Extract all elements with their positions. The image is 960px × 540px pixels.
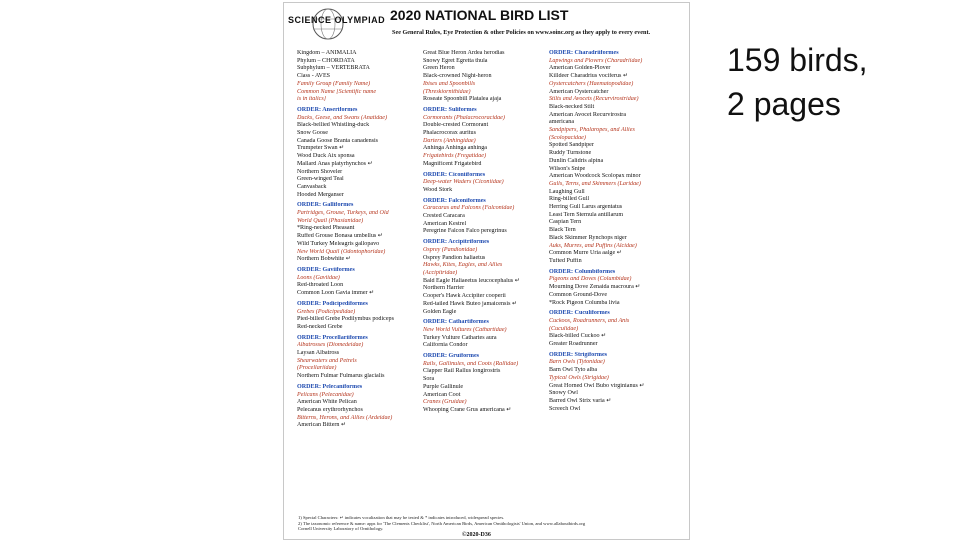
species-entry: Red-tailed Hawk Buteo jamaicensis ↵ [423,300,518,307]
species-entry: Snowy Owl [549,390,578,397]
species-entry: Phalacrocorax auritus [423,130,476,137]
species-entry: Bald Eagle Haliaeetus leucocephalus ↵ [423,277,520,284]
species-entry: Northern Bobwhite ↵ [297,256,351,263]
family-label: Common Name [Scientific name [297,88,377,95]
species-entry: Wood Duck Aix sponsa [297,153,355,160]
family-label: Darters (Anhingidae) [423,137,476,144]
order-heading: ORDER: Gruiformes [423,353,480,360]
document-title: 2020 NATIONAL BIRD LIST [390,7,569,23]
species-entry: Caspian Tern [549,219,582,226]
species-entry: American White Pelican [297,399,357,406]
species-entry: Clapper Rail Rallus longirostris [423,368,501,375]
family-label: Cranes (Gruidae) [423,399,467,406]
family-label: Albatrosses (Diomedeidae) [297,342,364,349]
species-entry: American Avocet Recurvirostra [549,111,627,118]
species-entry: Double-crested Cormorant [423,122,489,129]
species-entry: Black Tern [549,227,576,234]
species-entry: Ring-billed Gull [549,196,590,203]
family-label: Rails, Gallinules, and Coots (Rallidae) [423,360,519,367]
family-label: Typical Owls (Strigidae) [549,374,609,381]
species-entry: Wilson's Snipe [549,165,586,172]
species-entry: Black-crowned Night-heron [423,73,492,80]
family-label: Gulls, Terns, and Skimmers (Laridae) [549,180,641,187]
family-label: Cuckoos, Roadrunners, and Anis [549,317,630,324]
family-label: Pelicans (Pelecanidae) [297,391,354,398]
family-label: Frigatebirds (Fregatidae) [423,153,487,160]
family-label: Pigeons and Doves (Columbidae) [549,276,632,283]
column-1 [297,50,423,430]
column-2 [423,50,548,415]
species-entry: Northern Fulmar Fulmarus glacialis [297,373,385,380]
order-heading: ORDER: Pelecaniformes [297,383,363,390]
order-heading: ORDER: Strigiformes [549,351,608,358]
order-heading: ORDER: Accipitriformes [423,239,490,246]
caption-line-2: 2 pages [727,86,841,122]
footnotes [298,515,678,532]
family-label: Osprey (Pandionidae) [423,246,478,253]
species-entry: Black Skimmer Rynchops niger [549,234,627,241]
family-label: Sandpipers, Phalaropes, and Allies [549,127,635,134]
species-entry: Great Horned Owl Bubo virginianus ↵ [549,382,645,389]
order-heading: ORDER: Ciconiiformes [423,171,486,178]
document-subtitle: See General Rules, Eye Protection & other Policies on www.soinc.org as they apply to every event. [392,29,651,36]
family-label: Family Group (Family Name) [297,80,371,87]
caption-line-1: 159 birds, [727,42,868,78]
order-heading: ORDER: Falconiformes [423,197,486,204]
taxonomy-rank: Kingdom – ANIMALIA [297,50,357,56]
species-entry: Peregrine Falcon Falco peregrinus [423,228,507,235]
species-entry: Anhinga Anhinga anhinga [423,145,487,152]
species-entry: Barn Owl Tyto alba [549,367,598,374]
bird-list-page [283,2,690,540]
taxonomy-rank: Phylum – CHORDATA [297,57,355,64]
species-entry: Whooping Crane Grus americana ↵ [423,406,512,413]
species-entry: Laysan Albatross [297,350,340,357]
family-label: Deep-water Waders (Ciconiidae) [423,179,504,186]
family-label: Partridges, Grouse, Turkeys, and Old [297,210,389,217]
species-entry: Black-billed Cuckoo ↵ [549,333,607,340]
species-entry: Red-necked Grebe [297,323,343,330]
species-entry: Common Ground-Dove [549,291,608,298]
species-entry: Pied-billed Grebe Podilymbus podiceps [297,316,394,323]
species-entry: Wild Turkey Meleagris gallopavo [297,240,380,247]
family-label: Shearwaters and Petrels [297,357,357,364]
species-entry: American Coot [423,391,461,398]
species-entry: Mallard Anas platyrhynchos ↵ [297,160,373,167]
document-code: ©2020-D36 [462,532,491,538]
family-label: Hawks, Kites, Eagles, and Allies [423,262,503,269]
species-entry: Crested Caracara [423,213,465,220]
footnote-line: 1) Special Characters: ↵ indicates vocalization that may be tested & * indicates introduced, widespread species. [298,515,505,520]
footnote-line: 2) The taxonomic reference & name: apps for 'The Clements Checklist', North American Birds, American Ornithologists' Union, and www.allaboutbirds.org [298,520,586,526]
family-label: Stilts and Avocets (Recurvirostridae) [549,96,639,103]
order-heading: ORDER: Cathartiformes [423,319,489,326]
species-entry: Tufted Puffin [549,257,582,264]
species-entry: Spotted Sandpiper [549,142,594,149]
order-heading: ORDER: Procellariiformes [297,334,368,341]
species-entry: Canada Goose Branta canadensis [297,137,379,144]
species-entry: Northern Harrier [423,285,465,292]
family-label: Barn Owls (Tytonidae) [549,359,605,366]
family-label: Bitterns, Herons, and Allies (Ardeidae) [297,414,393,421]
species-entry: Herring Gull Larus argentatus [549,204,623,211]
species-entry: Black-bellied Whistling-duck [297,122,370,129]
species-entry: *Ring-necked Pheasant [297,225,355,232]
species-entry: Green Heron [423,65,455,72]
species-entry: americana [549,119,575,126]
species-entry: Greater Roadrunner [549,341,598,348]
species-entry: Great Blue Heron Ardea herodias [423,50,505,56]
species-entry: Turkey Vulture Cathartes aura [423,334,497,341]
order-heading: ORDER: Podicipediformes [297,300,368,307]
page-header [284,3,689,47]
species-entry: Barred Owl Strix varia ↵ [549,397,612,404]
species-entry: Least Tern Sternula antillarum [549,211,624,218]
column-3 [549,50,685,413]
species-entry: American Kestrel [423,220,467,227]
species-entry: Black-necked Stilt [549,103,595,110]
family-label: Auks, Murres, and Puffins (Alcidae) [549,242,637,249]
family-label: Cormorants (Phalacrocoracidae) [423,114,505,121]
family-label: (Procellariidae) [297,365,337,372]
taxonomy-rank: Class - AVES [297,73,331,80]
family-label: New World Quail (Odontophoridae) [297,248,386,255]
species-entry: American Woodcock Scolopax minor [549,173,641,180]
species-entry: Roseate Spoonbill Platalea ajaja [423,96,502,103]
order-heading: ORDER: Charadriiformes [549,50,619,56]
family-label: (Threskiornithidae) [423,88,471,95]
order-heading: ORDER: Galliformes [297,202,354,209]
species-entry: Trumpeter Swan ↵ [297,145,345,152]
family-label: (Scolopacidae) [549,134,586,141]
logo-text: SCIENCE OLYMPIAD [288,15,386,25]
species-entry: Mourning Dove Zenaida macroura ↵ [549,284,641,291]
family-label: World Quail (Phasianidae) [297,217,364,224]
family-label: is in italics] [297,96,327,103]
family-label: (Cuculidae) [549,325,579,332]
species-entry: Common Loon Gavia immer ↵ [297,290,375,297]
species-entry: Common Murre Uria aalge ↵ [549,250,622,257]
species-entry: Hooded Merganser [297,191,344,198]
species-entry: American Bittern ↵ [297,422,347,429]
order-heading: ORDER: Suliformes [423,106,477,113]
order-heading: ORDER: Gaviiformes [297,266,355,273]
species-entry: Golden Eagle [423,308,457,315]
species-entry: Cooper's Hawk Accipiter cooperii [423,293,506,300]
species-entry: Pelecanus erythrorhynchos [297,406,363,413]
species-entry: California Condor [423,342,468,349]
species-entry: Ruffed Grouse Bonasa umbellus ↵ [297,233,383,240]
family-label: Caracaras and Falcons (Falconidae) [423,205,515,212]
species-entry: Snowy Egret Egretta thula [423,57,488,64]
taxonomy-rank: Subphylum – VERTEBRATA [297,65,370,72]
species-entry: Laughing Gull [549,188,585,195]
family-label: Ibises and Spoonbills [423,80,476,87]
species-entry: Northern Shoveler [297,168,343,175]
family-label: (Accipitridae) [423,269,458,276]
species-entry: Red-throated Loon [297,282,344,289]
species-entry: Snow Goose [297,130,328,137]
order-heading: ORDER: Columbiformes [549,268,616,275]
family-label: Loons (Gaviidae) [297,274,340,281]
species-entry: American Oystercatcher [549,88,609,95]
family-label: Ducks, Geese, and Swans (Anatidae) [297,114,388,121]
species-entry: Sora [423,376,435,383]
species-entry: Ruddy Turnstone [549,150,592,157]
family-label: New World Vultures (Cathartidae) [423,326,507,333]
slide-caption [727,38,868,126]
species-entry: Magnificent Frigatebird [423,160,482,167]
order-heading: ORDER: Cuculiformes [549,310,610,317]
species-entry: American Golden-Plover [549,65,611,72]
family-label: Oystercatchers (Haematopodidae) [549,80,634,87]
species-entry: *Rock Pigeon Columba livia [549,299,620,306]
species-entry: Dunlin Calidris alpina [549,157,604,164]
order-heading: ORDER: Anseriformes [297,106,358,113]
species-entry: Osprey Pandion haliaetus [423,254,486,261]
species-entry: Wood Stork [423,186,453,193]
species-entry: Killdeer Charadrius vociferus ↵ [549,73,629,80]
species-entry: Screech Owl [549,405,581,412]
family-label: Lapwings and Plovers (Charadriidae) [549,57,643,64]
family-label: Grebes (Podicipedidae) [297,308,356,315]
species-entry: Purple Gallinule [423,383,464,390]
species-entry: Green-winged Teal [297,176,344,183]
footnote-line: Cornell University Laboratory of Ornithology. [298,526,384,532]
species-entry: Canvasback [297,183,327,190]
